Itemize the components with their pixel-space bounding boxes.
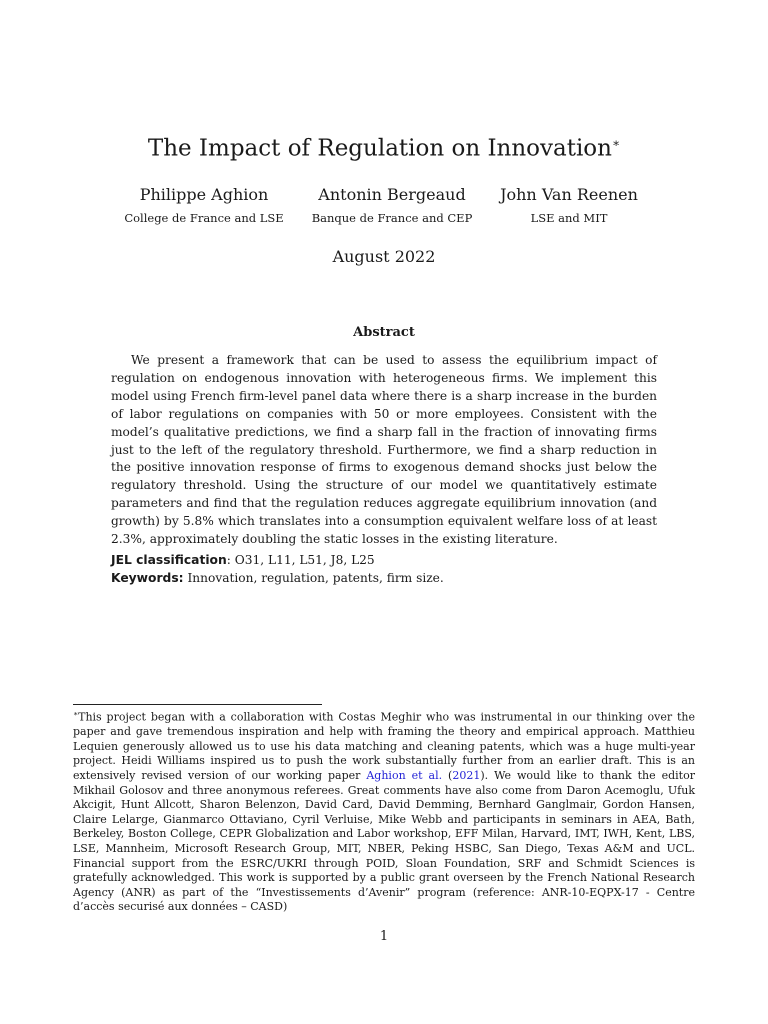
citation-link-year[interactable]: 2021	[452, 769, 481, 783]
author-block-2	[298, 184, 486, 228]
footnote-mark: ∗	[73, 709, 79, 718]
author-name: Philippe Aghion	[139, 185, 269, 204]
author-affiliation: College de France and LSE	[124, 211, 284, 225]
author-name: Antonin Bergeaud	[318, 185, 466, 204]
jel-codes: : O31, L11, L51, J8, L25	[226, 553, 375, 567]
author-block-1	[118, 184, 290, 228]
jel-label: JEL classification	[111, 553, 227, 567]
citation-link-authors[interactable]: Aghion et al.	[366, 769, 443, 783]
author-affiliation: Banque de France and CEP	[311, 211, 473, 225]
keywords-label: Keywords:	[111, 570, 184, 585]
abstract-heading: Abstract	[353, 325, 415, 340]
abstract-text: We present a framework that can be used to assess the equilibrium impact of regulation on endogenous innovation with heterogeneous firms. We implement this model using French firm-level panel data where there is a sharp increase in the burden of labor regulations on companies with 50 or more employees. Consistent with the model’s qualitative predictions, we find a sharp fall in the fraction of innovating firms just to the left of the regulatory threshold. Furthermore, we find a sharp reduction in the positive innovation response of firms to exogenous demand shocks just below the regulatory threshold. Using the structure of our model we quantitatively estimate parameters and find that the regulation reduces aggregate equilibrium innovation (and growth) by 5.8% which translates into a consumption equivalent welfare loss of at least 2.3%, approximately doubling the static losses in the existing literature.	[111, 353, 657, 547]
citation-paren-close: )	[480, 769, 485, 783]
classification-block	[111, 552, 657, 588]
citation-paren-open: (	[442, 769, 453, 783]
paper-date: August 2022	[332, 247, 436, 266]
paper-title-text: The Impact of Regulation on Innovation	[147, 135, 612, 162]
footnote-text-part-2: . We would like to thank the editor Mikhail Golosov and three anonymous referees. Great comments have also come from Daron Acemoglu, Ufuk Akcigit, Hunt Allcott, Sharon Belenzon, David Card, David Demming, Bernhard Ganglmair, Gordon Hansen, Claire Lelarge, Gianmarco Ottaviano, Cyril Verluise, Mike Webb and participants in seminars in AEA, Bath, Berkeley, Boston College, CEPR Globalization and Labor workshop, EFF Milan, Harvard, IMT, IWH, Kent, LBS, LSE, Mannheim, Microsoft Research Group, MIT, NBER, Peking HSBC, San Diego, Texas A&M and UCL. Financial support from the ESRC/UKRI through POID, Sloan Foundation, SRF and Schmidt Sciences is gratefully acknowledged. This work is supported by a public grant overseen by the French National Research Agency (ANR) as part of the “Investissements d’Avenir” program (reference: ANR-10-EQPX-17 - Centre d’accès securisé aux données – CASD)	[73, 769, 695, 914]
footnote-divider	[73, 704, 322, 705]
footnote-text-part-1: This project began with a collaboration with Costas Meghir who was instrumental in our thinking over the paper and gave tremendous inspiration and help with framing the theory and empirical approach. Matthieu Lequien generously allowed us to use his data matching and cleaning patents, which was a huge multi-year project. Heidi Williams inspired us to push the work substantially further from an earlier draft. This is an extensively revised version of our working paper	[73, 710, 695, 783]
author-affiliation: LSE and MIT	[530, 211, 608, 225]
title-footnote	[73, 707, 695, 915]
paper-title	[0, 126, 768, 166]
author-block-3	[494, 184, 644, 228]
page-number: 1	[379, 929, 389, 944]
title-footnote-mark[interactable]: ∗	[611, 136, 621, 150]
keywords-list: Innovation, regulation, patents, firm size.	[183, 570, 444, 585]
author-name: John Van Reenen	[500, 185, 638, 204]
